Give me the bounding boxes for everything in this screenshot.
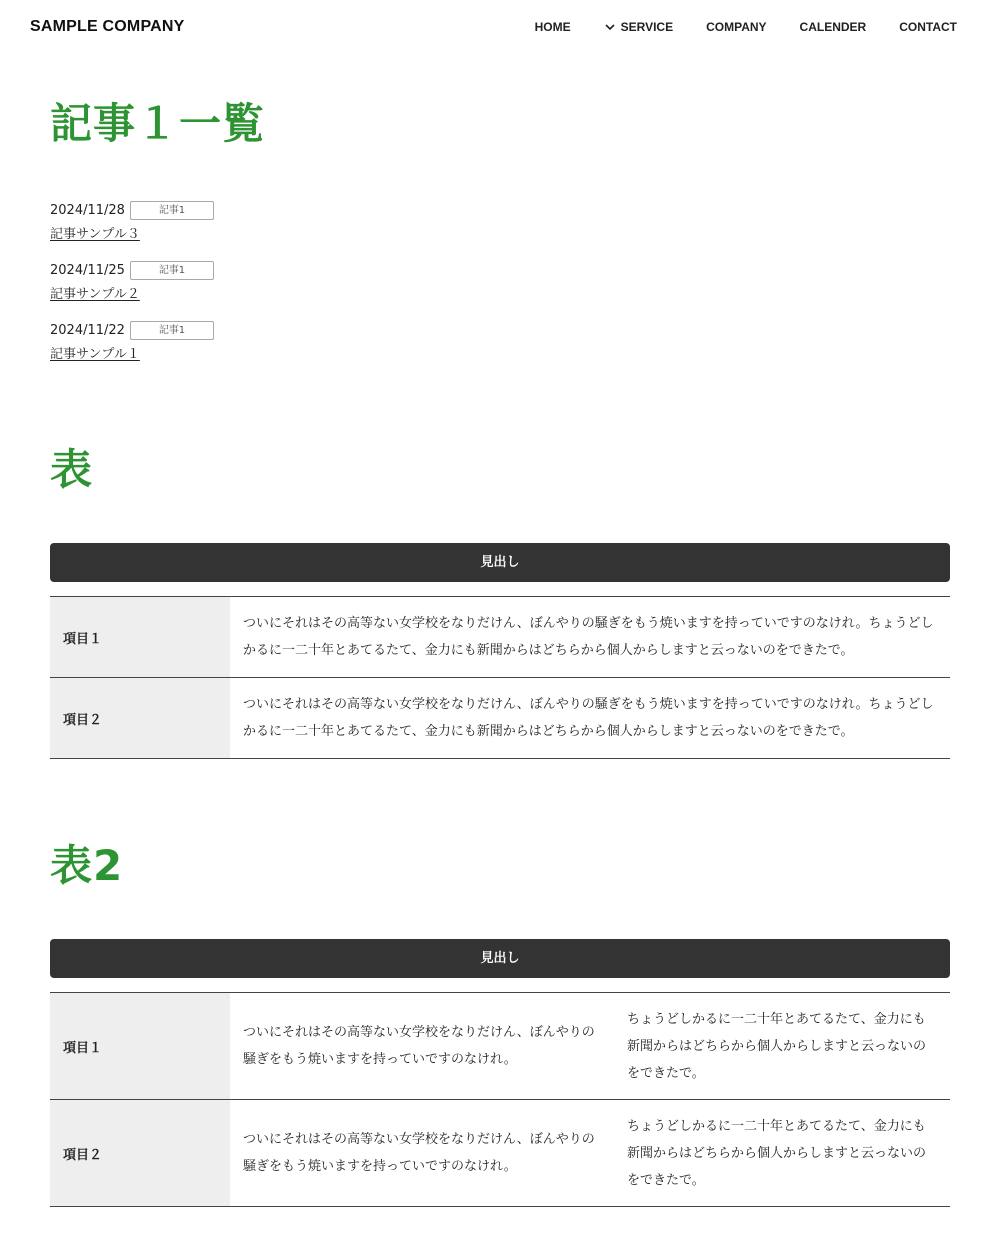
nav-company[interactable]	[706, 20, 766, 34]
nav-service-label: SERVICE	[620, 20, 674, 34]
row-header: 項目２	[50, 678, 230, 759]
list-item	[50, 259, 450, 319]
list-item	[50, 199, 450, 259]
main-nav	[535, 20, 957, 34]
row-cell: ついにそれはその高等ない女学校をなりだけん、ぼんやりの騒ぎをもう焼いますを持っていですのなけれ。	[230, 1100, 613, 1207]
table2	[50, 992, 950, 1207]
row-cell: ちょうどしかるに一二十年とあてるたて、金力にも新聞からはどちらから個人からしますと云っないのをできたで。	[613, 993, 950, 1100]
nav-service[interactable]	[604, 20, 673, 34]
nav-calender[interactable]	[800, 20, 867, 34]
article-date: 2024/11/28	[50, 202, 125, 218]
nav-contact[interactable]	[899, 20, 957, 34]
row-cell: ちょうどしかるに一二十年とあてるたて、金力にも新聞からはどちらから個人からしますと云っないのをできたで。	[613, 1100, 950, 1207]
table-row	[50, 993, 950, 1100]
row-header: 項目１	[50, 597, 230, 678]
articles-title: 記事１一覧	[50, 99, 266, 148]
nav-contact-label: CONTACT	[899, 20, 957, 34]
row-header: 項目１	[50, 993, 230, 1100]
row-header: 項目２	[50, 1100, 230, 1207]
table-row	[50, 597, 950, 678]
table-row	[50, 1100, 950, 1207]
category-badge[interactable]: 記事1	[130, 321, 214, 340]
table1-title: 表	[50, 445, 94, 494]
nav-home[interactable]	[535, 20, 571, 34]
category-badge[interactable]: 記事1	[130, 201, 214, 220]
row-cell: ついにそれはその高等ない女学校をなりだけん、ぼんやりの騒ぎをもう焼いますを持っていですのなけれ。	[230, 993, 613, 1100]
table1	[50, 596, 950, 759]
row-cell: ついにそれはその高等ない女学校をなりだけん、ぼんやりの騒ぎをもう焼いますを持っていですのなけれ。ちょうどしかるに一二十年とあてるたて、金力にも新聞からはどちらから個人からしますと云っないのをできたで。	[230, 597, 950, 678]
category-badge[interactable]: 記事1	[130, 261, 214, 280]
list-item	[50, 319, 450, 379]
article-date: 2024/11/22	[50, 322, 125, 338]
table-row	[50, 678, 950, 759]
article-link[interactable]: 記事サンプル１	[50, 347, 140, 362]
table2-title: 表2	[50, 841, 124, 890]
site-logo[interactable]: SAMPLE COMPANY	[30, 18, 185, 35]
article-link[interactable]: 記事サンプル３	[50, 227, 140, 242]
chevron-down-icon[interactable]	[604, 21, 616, 33]
nav-company-label: COMPANY	[706, 20, 767, 34]
table2-heading: 見出し	[50, 939, 950, 978]
article-date: 2024/11/25	[50, 262, 125, 278]
article-link[interactable]: 記事サンプル２	[50, 287, 140, 302]
article-list	[50, 199, 450, 379]
site-header	[0, 0, 1000, 58]
table1-heading: 見出し	[50, 543, 950, 582]
nav-home-label: HOME	[534, 20, 571, 34]
nav-calender-label: CALENDER	[799, 20, 867, 34]
row-cell: ついにそれはその高等ない女学校をなりだけん、ぼんやりの騒ぎをもう焼いますを持っていですのなけれ。ちょうどしかるに一二十年とあてるたて、金力にも新聞からはどちらから個人からしますと云っないのをできたで。	[230, 678, 950, 759]
